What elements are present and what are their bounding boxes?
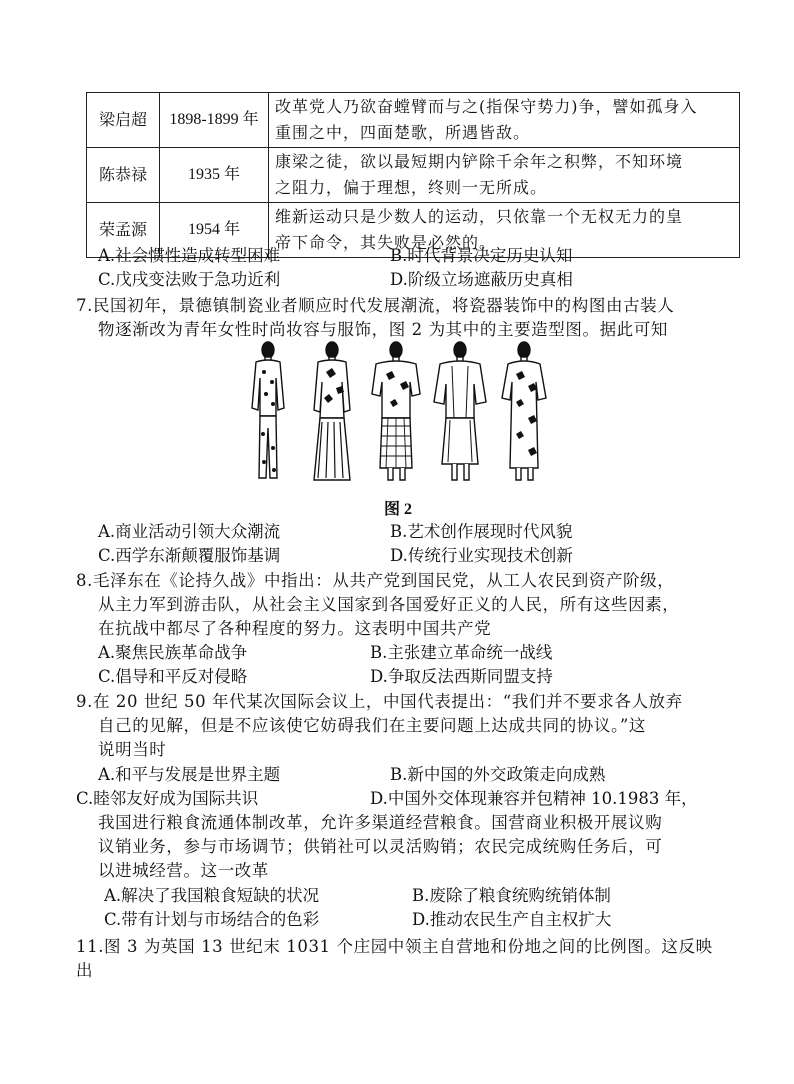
figure-woman-1: [252, 342, 284, 478]
q10-stem-line1: 我国进行粮食流通体制改革，允许多渠道经营粮食。国营商业积极开展议购: [98, 813, 663, 832]
historian-name: 陈恭禄: [87, 148, 160, 203]
quote-text: 维新运动只是少数人的运动，只依靠一个无权无力的皇 帝下命令，其失败是必然的。: [269, 203, 740, 258]
historian-name: 梁启超: [87, 93, 160, 148]
q8-option-a: A.聚焦民族革命战争: [98, 643, 248, 662]
quote-year: 1954 年: [160, 203, 269, 258]
q8-option-b: B.主张建立革命统一战线: [370, 643, 553, 662]
q9-stem-line2: 自己的见解，但是不应该使它妨碍我们在主要问题上达成共同的协议。”这: [98, 716, 646, 735]
q7-option-c: C.西学东渐颠覆服饰基调: [98, 546, 281, 565]
q6-option-a: A.社会惯性造成转型困难: [98, 246, 281, 265]
figure-woman-2: [314, 342, 350, 480]
q10-option-c: C.带有计划与市场结合的色彩: [104, 910, 320, 929]
q6-option-c: C.戊戌变法败于急功近利: [98, 270, 281, 289]
q9-stem-line3: 说明当时: [98, 740, 167, 759]
q6-option-d: D.阶级立场遮蔽历史真相: [390, 270, 573, 289]
q9-option-d: D.中国外交体现兼容并包精神 10.1983 年，: [370, 789, 698, 808]
q7-option-b: B.艺术创作展现时代风貌: [390, 522, 573, 541]
q10-stem-line3: 以进城经营。这一改革: [98, 861, 269, 880]
table-row: [87, 93, 740, 148]
q7-stem-line2: 物逐渐改为青年女性时尚妆容与服饰，图 2 为其中的主要造型图。据此可知: [98, 320, 668, 339]
q9-option-c: C.睦邻友好成为国际共识: [76, 789, 259, 808]
figure-woman-5: [502, 342, 546, 480]
q9-option-a: A.和平与发展是世界主题: [98, 765, 281, 784]
q7-option-d: D.传统行业实现技术创新: [390, 546, 573, 565]
q10-option-d: D.推动农民生产自主权扩大: [412, 910, 612, 929]
figure-woman-3: [372, 342, 420, 480]
historian-quote-table: [86, 92, 740, 258]
q10-option-a: A.解决了我国粮食短缺的状况: [104, 886, 320, 905]
quote-year: 1935 年: [160, 148, 269, 203]
q6-option-b: B.时代背景决定历史认知: [390, 246, 573, 265]
q7-stem-line1: 7.民国初年，景德镇制瓷业者顺应时代发展潮流，将瓷器装饰中的构图由古装人: [76, 296, 675, 315]
figure-woman-4: [434, 342, 486, 480]
fashion-figures-illustration: [240, 338, 560, 490]
historian-name: 荣孟源: [87, 203, 160, 258]
q10-option-b: B.废除了粮食统购统销体制: [412, 886, 611, 905]
q8-option-c: C.倡导和平反对侵略: [98, 667, 248, 686]
table-row: [87, 148, 740, 203]
quote-text: 康梁之徒，欲以最短期内铲除千余年之积弊，不知环境 之阻力，偏于理想，终则一无所成。: [269, 148, 740, 203]
q8-stem-line3: 在抗战中都尽了各种程度的努力。这表明中国共产党: [98, 619, 492, 638]
q9-option-b: B.新中国的外交政策走向成熟: [390, 765, 606, 784]
q11-stem-line1: 11.图 3 为英国 13 世纪末 1031 个庄园中领主自营地和份地之间的比例图。这反映: [76, 937, 713, 956]
q7-option-a: A.商业活动引领大众潮流: [98, 522, 281, 541]
q9-stem-line1: 9.在 20 世纪 50 年代某次国际会议上，中国代表提出：“我们并不要求各人放弃: [76, 692, 683, 711]
q8-stem-line2: 从主力军到游击队，从社会主义国家到各国爱好正义的人民，所有这些因素，: [98, 595, 680, 614]
quote-year: 1898-1899 年: [160, 93, 269, 148]
q11-stem-line2: 出: [76, 961, 94, 980]
q8-option-d: D.争取反法西斯同盟支持: [370, 667, 553, 686]
q8-stem-line1: 8.毛泽东在《论持久战》中指出：从共产党到国民党，从工人农民到资产阶级，: [76, 571, 675, 590]
quote-text: 改革党人乃欲奋螳臂而与之(指保守势力)争，譬如孤身入 重围之中，四面楚歌，所遇皆敌。: [269, 93, 740, 148]
figure-2-caption: 图 2: [384, 501, 413, 518]
q10-stem-line2: 议销业务，参与市场调节；供销社可以灵活购销；农民完成统购任务后，可: [98, 837, 663, 856]
